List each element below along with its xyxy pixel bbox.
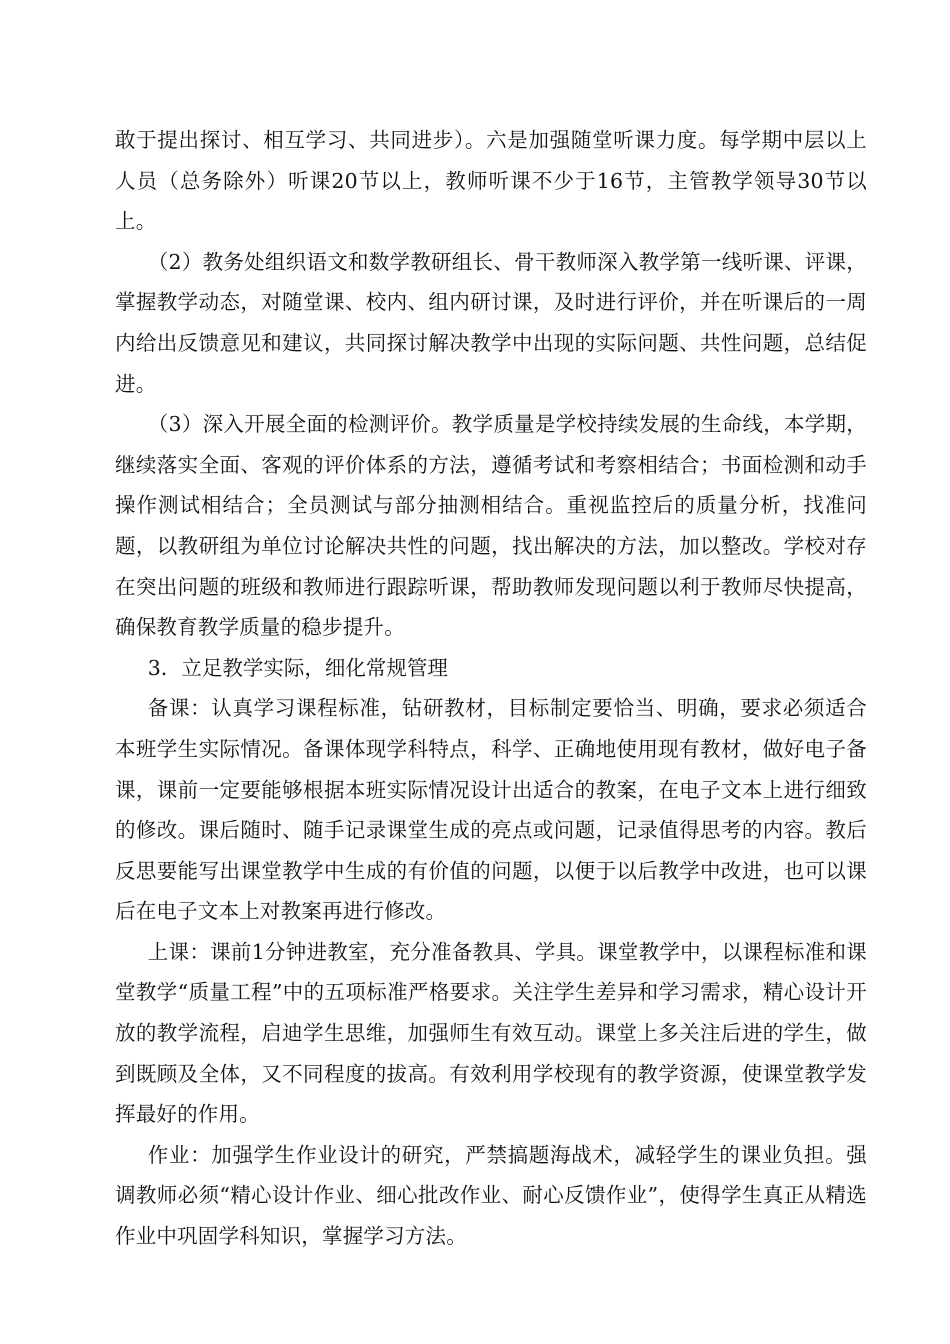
paragraph-homework: 作业：加强学生作业设计的研究，严禁搞题海战术，减轻学生的课业负担。强调教师必须“精心设计作业、细心批改作业、耐心反馈作业”，使得学生真正从精选作业中巩固学科知识，掌握学习方法。 [115, 1142, 867, 1249]
paragraph-continued: 敢于提出探讨、相互学习、共同进步）。六是加强随堂听课力度。每学期中层以上人员（总务除外）听课20节以上，教师听课不少于16节，主管教学领导30节以上。 [115, 128, 867, 234]
paragraph-item-3: （3）深入开展全面的检测评价。教学质量是学校持续发展的生命线，本学期，继续落实全面、客观的评价体系的方法，遵循考试和考察相结合；书面检测和动手操作测试相结合；全员测试与部分抽测相结合。重视监控后的质量分析，找准问题，以教研组为单位讨论解决共性的问题，找出解决的方法，加以整改。学校对存在突出问题的班级和教师进行跟踪听课，帮助教师发现问题以利于教师尽快提高，确保教育教学质量的稳步提升。 [115, 412, 867, 640]
paragraph-item-2: （2）教务处组织语文和数学教研组长、骨干教师深入教学第一线听课、评课，掌握教学动态，对随堂课、校内、组内研讨课，及时进行评价，并在听课后的一周内给出反馈意见和建议，共同探讨解决教学中出现的实际问题、共性问题，总结促进。 [115, 249, 867, 396]
paragraph-lesson-prep: 备课：认真学习课程标准，钻研教材，目标制定要恰当、明确，要求必须适合本班学生实际情况。备课体现学科特点，科学、正确地使用现有教材，做好电子备课，课前一定要能够根据本班实际情况设计出适合的教案，在电子文本上进行细致的修改。课后随时、随手记录课堂生成的亮点或问题，记录值得思考的内容。教后反思要能写出课堂教学中生成的有价值的问题，以便于以后教学中改进，也可以课后在电子文本上对教案再进行修改。 [115, 696, 867, 924]
document-body [115, 120, 867, 1257]
paragraph-class-teaching: 上课：课前1分钟进教室，充分准备教具、学具。课堂教学中，以课程标准和课堂教学“质量工程”中的五项标准严格要求。关注学生差异和学习需求，精心设计开放的教学流程，启迪学生思维，加强师生有效互动。课堂上多关注后进的学生，做到既顾及全体，又不同程度的拔高。有效利用学校现有的教学资源，使课堂教学发挥最好的作用。 [115, 939, 867, 1127]
section-heading-3: 3．立足教学实际，细化常规管理 [147, 655, 448, 680]
